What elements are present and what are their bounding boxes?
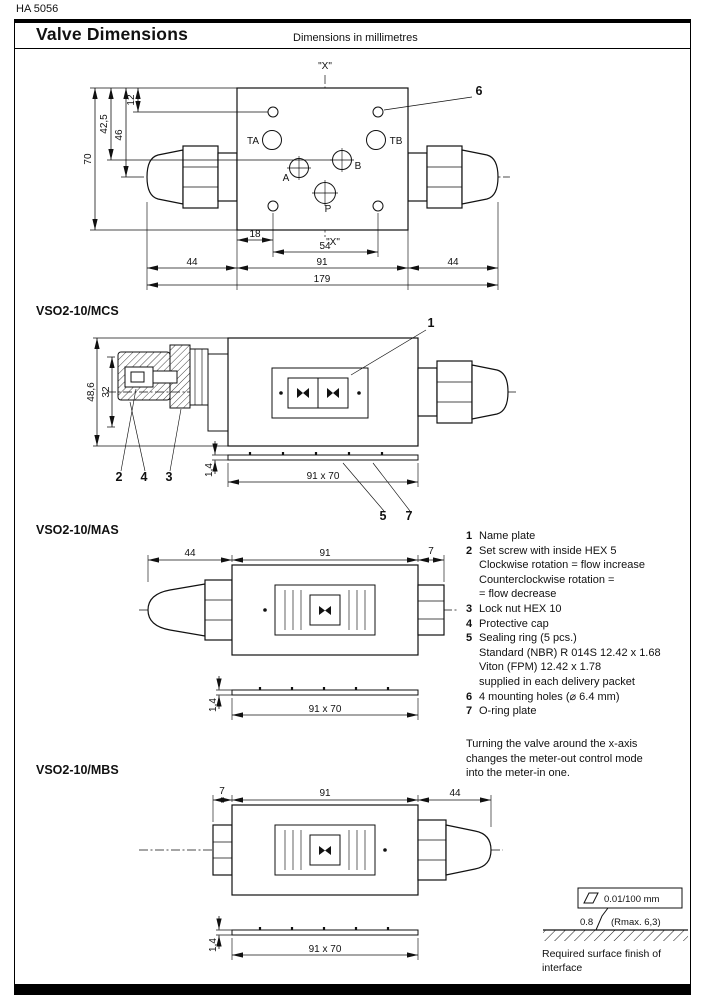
name-plate (272, 368, 368, 418)
legend-item-1 (466, 529, 691, 544)
right-end-cap (418, 361, 508, 423)
drawing-mas (125, 540, 465, 730)
flatness-value: 0.01/100 mm (604, 894, 660, 905)
dim-91: 91 (316, 257, 328, 268)
legend-num-3: 3 (466, 602, 473, 615)
legend (466, 529, 691, 719)
dim-54: 54 (319, 241, 331, 252)
name-plate (275, 585, 375, 635)
dim-44-right: 44 (447, 257, 459, 268)
svg-text:4: 4 (140, 470, 148, 484)
svg-text:5: 5 (379, 509, 387, 523)
o-ring-plate (232, 927, 418, 935)
legend-text-5: Sealing ring (5 pcs.) Standard (NBR) R 014S 12.42 x 1.68 Viton (FPM) 12.42 x 1.78 supplied in each delivery packet (479, 632, 661, 688)
heading-mas: VSO2-10/MAS (36, 523, 119, 537)
o-ring-plate (228, 452, 418, 460)
roughness-icon (596, 908, 608, 930)
legend-item-2 (466, 544, 691, 602)
rmax-value: (Rmax. 6,3) (611, 917, 661, 928)
dim-44: 44 (449, 788, 461, 799)
right-knob (418, 820, 491, 880)
legend-num-6: 6 (466, 690, 473, 703)
dim-plate: 91 x 70 (308, 704, 342, 715)
legend-text-1: Name plate (479, 530, 536, 542)
legend-item-3 (466, 602, 691, 617)
legend-item-4 (466, 617, 691, 632)
dim-44-left: 44 (186, 257, 198, 268)
drawing-mcs (85, 315, 525, 525)
hex-socket (131, 372, 144, 382)
svg-text:6: 6 (475, 84, 483, 98)
doc-number: HA 5056 (16, 3, 59, 15)
dim-7: 7 (219, 786, 225, 797)
dim-32: 32 (101, 386, 112, 398)
dim-12: 12 (126, 94, 137, 106)
legend-text-7: O-ring plate (479, 705, 537, 718)
svg-text:1: 1 (427, 316, 435, 330)
legend-num-2: 2 (466, 544, 473, 557)
dim-1-4: 1,4 (204, 463, 215, 477)
port-label-p: P (324, 204, 332, 215)
legend-item-5 (466, 631, 691, 689)
legend-text-3: Lock nut HEX 10 (479, 602, 562, 615)
legend-num-4: 4 (466, 617, 473, 630)
name-plate (275, 825, 375, 875)
dim-plate: 91 x 70 (308, 944, 342, 955)
valve-body-top (237, 88, 408, 230)
valve-body-side (232, 565, 418, 655)
legend-text-6: 4 mounting holes (⌀ 6.4 mm) (479, 690, 620, 703)
callouts-5-7 (343, 463, 413, 523)
legend-num-7: 7 (466, 705, 473, 718)
right-plug (418, 585, 444, 635)
svg-text:3: 3 (165, 470, 173, 484)
dim-46: 46 (114, 129, 125, 141)
left-plug (213, 825, 232, 875)
dim-44: 44 (184, 548, 196, 559)
legend-num-5: 5 (466, 632, 473, 645)
left-knob (148, 580, 232, 640)
svg-text:7: 7 (405, 509, 413, 523)
heading-mcs: VSO2-10/MCS (36, 304, 119, 318)
page-subtitle: Dimensions in millimetres (293, 32, 418, 44)
dim-48-6: 48,6 (86, 382, 97, 402)
valve-body-side (232, 805, 418, 895)
heading-mbs: VSO2-10/MBS (36, 763, 119, 777)
dim-7: 7 (428, 546, 434, 557)
dim-42-5: 42,5 (99, 114, 110, 134)
surface-finish-symbol (538, 878, 695, 953)
drawing-top-view (80, 55, 520, 305)
title-divider (14, 48, 691, 49)
page-title: Valve Dimensions (36, 24, 189, 44)
dim-91: 91 (319, 548, 331, 559)
surface-caption: Required surface finish of interface (542, 948, 662, 974)
dim-70: 70 (83, 153, 94, 165)
port-label-tb: TB (389, 136, 403, 147)
legend-item-6 (466, 690, 691, 705)
bottom-bar (14, 984, 691, 995)
plate-dimensions (208, 916, 418, 960)
valve-body-side (228, 338, 418, 446)
legend-text-2: Set screw with inside HEX 5 Clockwise rotation = flow increase Counterclockwise rotation = = flow decrease (479, 544, 645, 601)
drawing-mbs (125, 780, 510, 970)
right-end-cap (408, 146, 498, 208)
legend-item-7 (466, 704, 691, 719)
svg-text:2: 2 (115, 470, 123, 484)
set-screw-stem (153, 371, 177, 383)
dim-91: 91 (319, 788, 331, 799)
dim-179: 179 (313, 274, 331, 285)
port-label-b: B (354, 161, 362, 172)
dim-1-4: 1,4 (208, 698, 219, 712)
legend-num-1: 1 (466, 530, 473, 542)
left-end-cap (147, 146, 237, 208)
ground-hatch (543, 930, 688, 941)
section-label-x-bottom: "X" (326, 237, 340, 248)
section-label-x-top: "X" (318, 61, 332, 72)
dim-plate: 91 x 70 (306, 471, 340, 482)
adjustment-end-section (118, 345, 228, 431)
dim-1-4: 1,4 (208, 938, 219, 952)
roughness-value: 0.8 (580, 917, 594, 928)
port-label-ta: TA (246, 136, 260, 147)
legend-text-4: Protective cap (479, 617, 549, 630)
plate-dimensions (208, 676, 418, 720)
port-label-a: A (282, 173, 290, 184)
o-ring-plate (232, 687, 418, 695)
dim-18: 18 (249, 229, 261, 240)
note-text: Turning the valve around the x-axis changes the meter-out control mode into the meter-in one. (466, 738, 643, 780)
